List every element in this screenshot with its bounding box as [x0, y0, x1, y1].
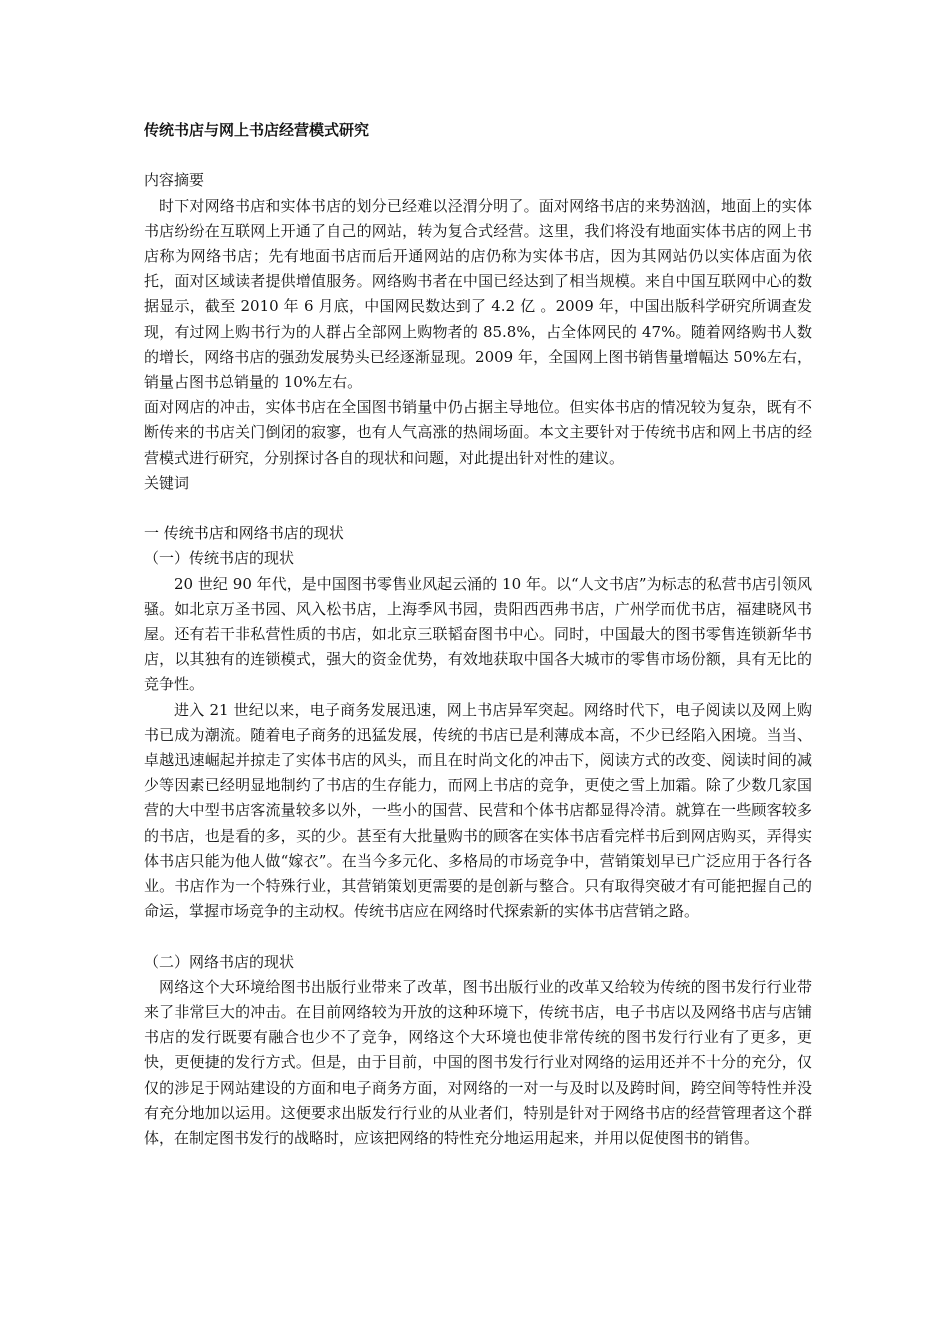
spacer: [144, 924, 812, 949]
subsection-1-paragraph-1: 20 世纪 90 年代，是中国图书零售业风起云涌的 10 年。以“人文书店”为标志的私营书店引领风骚。如北京万圣书园、风入松书店，上海季风书园，贵阳西西弗书店，广州学而优书店，福建晓风书屋。还有若干非私营性质的书店，如北京三联韬奋图书中心。同时，中国最大的图书零售连锁新华书店，以其独有的连锁模式，强大的资金优势，有效地获取中国各大城市的零售市场份额，具有无比的竞争性。: [144, 574, 812, 694]
section-1-heading: 一 传统书店和网络书店的现状: [144, 524, 344, 543]
subsection-1-paragraph-2: 进入 21 世纪以来，电子商务发展迅速，网上书店异军突起。网络时代下，电子阅读以及网上购书已成为潮流。随着电子商务的迅猛发展，传统的书店已是利薄成本高，不少已经陷入困境。当当、卓越迅速崛起并掠走了实体书店的风头，而且在时尚文化的冲击下，阅读方式的改变、阅读时间的减少等因素已经明显地制约了书店的生存能力，而网上书店的竞争，更使之雪上加霜。除了少数几家国营的大中型书店客流量较多以外，一些小的国营、民营和个体书店都显得冷清。就算在一些顾客较多的书店，也是看的多，买的少。甚至有大批量购书的顾客在实体书店看完样书后到网店购买，弄得实体书店只能为他人做“嫁衣”。在当今多元化、多格局的市场竞争中，营销策划早已广泛应用于各行各业。书店作为一个特殊行业，其营销策划更需要的是创新与整合。只有取得突破才有可能把握自己的命运，掌握市场竞争的主动权。传统书店应在网络时代探索新的实体书店营销之路。: [144, 700, 812, 921]
document-title: 传统书店与网上书店经营模式研究: [144, 121, 370, 139]
abstract-heading: 内容摘要: [144, 171, 205, 190]
subsection-1-heading: （一）传统书店的现状: [144, 549, 295, 568]
document-page: [144, 118, 812, 1151]
spacer: [144, 496, 812, 521]
spacer: [144, 143, 812, 168]
subsection-2-heading: （二）网络书店的现状: [144, 952, 295, 971]
abstract-paragraph-1: 时下对网络书店和实体书店的划分已经难以泾渭分明了。面对网络书店的来势汹汹，地面上的实体书店纷纷在互联网上开通了自己的网站，转为复合式经营。这里，我们将没有地面实体书店的网上书店称为网络书店；先有地面书店而后开通网站的店仍称为实体书店，因为其网站仍以实体店面为依托，面对区域读者提供增值服务。网络购书者在中国已经达到了相当规模。来自中国互联网中心的数据显示，截至 2010 年 6 月底，中国网民数达到了 4.2 亿 。2009 年，中国出版科学研究所调查发现，有过网上购书行为的人群占全部网上购物者的 85.8%，占全体网民的 47%。随着网络购书人数的增长，网络书店的强劲发展势头已经逐渐显现。2009 年，全国网上图书销售量增幅达 50%左右，销量占图书总销量的 10%左右。: [144, 196, 812, 391]
abstract-paragraph-2: 面对网店的冲击，实体书店在全国图书销量中仍占据主导地位。但实体书店的情况较为复杂，既有不断传来的书店关门倒闭的寂寥，也有人气高涨的热闹场面。本文主要针对于传统书店和网上书店的经营模式进行研究，分别探讨各自的现状和问题，对此提出针对性的建议。: [144, 398, 812, 467]
keywords-label: 关键词: [144, 473, 190, 492]
subsection-2-paragraph-1: 网络这个大环境给图书出版行业带来了改革，图书出版行业的改革又给较为传统的图书发行行业带来了非常巨大的冲击。在目前网络较为开放的这种环境下，传统书店，电子书店以及网络书店与店铺书店的发行既要有融合也少不了竞争，网络这个大环境也使非常传统的图书发行行业有了更多，更快，更便捷的发行方式。但是，由于目前，中国的图书发行行业对网络的运用还并不十分的充分，仅仅的涉足于网站建设的方面和电子商务方面，对网络的一对一与及时以及跨时间，跨空间等特性并没有充分地加以运用。这便要求出版发行行业的从业者们，特别是针对于网络书店的经营管理者这个群体，在制定图书发行的战略时，应该把网络的特性充分地运用起来，并用以促使图书的销售。: [144, 977, 812, 1147]
